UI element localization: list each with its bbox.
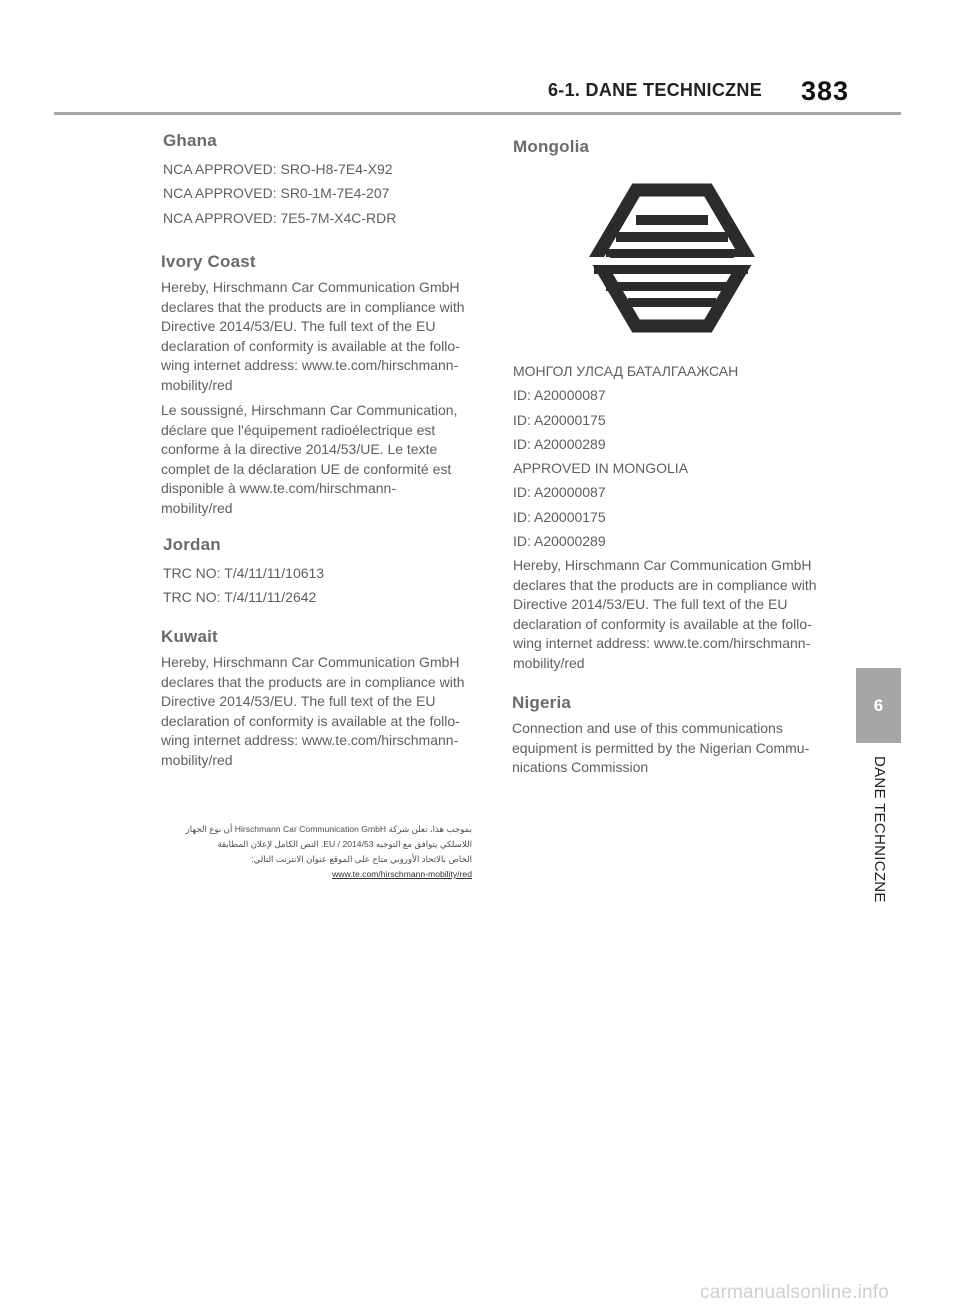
text-line: déclare que l'équipement radioélectrique est (161, 421, 436, 438)
text-line: disponible à www.te.com/hirschmann- (161, 480, 396, 496)
jordan-line: TRC NO: T/4/11/11/2642 (163, 589, 317, 606)
mongolia-title: Mongolia (513, 137, 590, 156)
mongolia-ids (513, 359, 738, 553)
nigeria-section (512, 693, 809, 778)
ivory-coast-french (161, 401, 465, 518)
text-line: declaration of conformity is available at the follo- (161, 712, 460, 729)
text-line: Hereby, Hirschmann Car Communication GmbH (161, 279, 460, 295)
text-line: nications Commission (512, 759, 649, 775)
text-line: mobility/red (161, 376, 233, 393)
mongolia-id-line: МОНГОЛ УЛСАД БАТАЛГААЖСАН (513, 363, 739, 379)
text-line: mobility/red (161, 499, 233, 516)
text-line: wing internet address: www.te.com/hirschmann- (161, 732, 459, 748)
text-line: mobility/red (161, 751, 233, 768)
kuwait-title: Kuwait (161, 627, 218, 646)
kuwait-section (161, 627, 465, 770)
ivory-coast-english (161, 278, 465, 395)
text-line: declares that the products are in compliance with (161, 298, 465, 315)
text-line: complet de la déclaration UE de conformité est (161, 460, 452, 477)
jordan-line: TRC NO: T/4/11/11/10613 (163, 565, 325, 581)
arabic-declaration (150, 822, 472, 882)
text-line: wing internet address: www.te.com/hirschmann- (161, 357, 459, 373)
ghana-line: NCA APPROVED: SR0-1M-7E4-207 (163, 185, 390, 202)
text-line: wing internet address: www.te.com/hirschmann- (513, 635, 811, 651)
text-line: conforme à la directive 2014/53/UE. Le texte (161, 441, 438, 457)
text-line: declaration of conformity is available at the follo- (161, 337, 460, 354)
text-line: mobility/red (513, 654, 585, 671)
text-line: Hereby, Hirschmann Car Communication GmbH (513, 557, 812, 573)
mongolia-id-line: ID: A20000087 (513, 387, 606, 404)
text-line: Le soussigné, Hirschmann Car Communication, (161, 402, 458, 418)
mongolia-section (513, 137, 589, 163)
text-line: Directive 2014/53/EU. The full text of the EU (513, 596, 788, 612)
mongolia-id-line: ID: A20000289 (513, 533, 606, 550)
mongolia-id-line: ID: A20000175 (513, 411, 606, 428)
mongolia-id-line: ID: A20000087 (513, 484, 606, 501)
header-rule (54, 112, 901, 115)
ghana-line: NCA APPROVED: SRO-H8-7E4-X92 (163, 161, 393, 177)
text-line: declares that the products are in compliance with (161, 673, 465, 690)
ghana-section (163, 131, 396, 230)
arabic-line: اللاسلكي يتوافق مع التوجيه 2014/53 / EU. النص الكامل لإعلان المطابقة (217, 839, 472, 849)
nigeria-title: Nigeria (512, 693, 572, 712)
text-line: declaration of conformity is available at the follo- (513, 615, 812, 632)
text-line: Directive 2014/53/EU. The full text of the EU (161, 693, 436, 709)
mongolia-id-line: ID: A20000175 (513, 508, 606, 525)
ivory-coast-title: Ivory Coast (161, 252, 256, 271)
arabic-line: بموجب هذا، تعلن شركة Hirschmann Car Communication GmbH أن نوع الجهاز (185, 824, 472, 834)
mongolia-id-line: APPROVED IN MONGOLIA (513, 460, 689, 477)
ghana-title: Ghana (163, 131, 217, 150)
watermark: carmanualsonline.info (700, 1282, 890, 1303)
arabic-line: الخاص بالاتحاد الأوروبي متاح على الموقع عنوان الانترنت التالي: (251, 854, 472, 864)
jordan-title: Jordan (163, 535, 221, 554)
section-header: 6-1. DANE TECHNICZNE (548, 80, 763, 100)
text-line: Directive 2014/53/EU. The full text of the EU (161, 318, 436, 334)
page-number: 383 (801, 76, 850, 106)
ivory-coast-section (161, 252, 465, 524)
text-line: Hereby, Hirschmann Car Communication GmbH (161, 654, 460, 670)
ghana-line: NCA APPROVED: 7E5-7M-X4C-RDR (163, 209, 397, 226)
text-line: declares that the products are in compliance with (513, 576, 817, 593)
mongolia-certification-icon (588, 183, 756, 338)
jordan-section (163, 535, 324, 610)
text-line: equipment is permitted by the Nigerian Commu- (512, 739, 810, 756)
mongolia-id-line: ID: A20000289 (513, 435, 606, 452)
chapter-tab[interactable]: 6 (856, 668, 901, 743)
mongolia-declaration (513, 556, 817, 673)
chapter-label-text: DANE TECHNICZNE (871, 756, 888, 903)
declaration-link[interactable]: www.te.com/hirschmann-mobility/red (332, 869, 472, 879)
text-line: Connection and use of this communications (512, 720, 783, 736)
chapter-label (864, 756, 886, 926)
